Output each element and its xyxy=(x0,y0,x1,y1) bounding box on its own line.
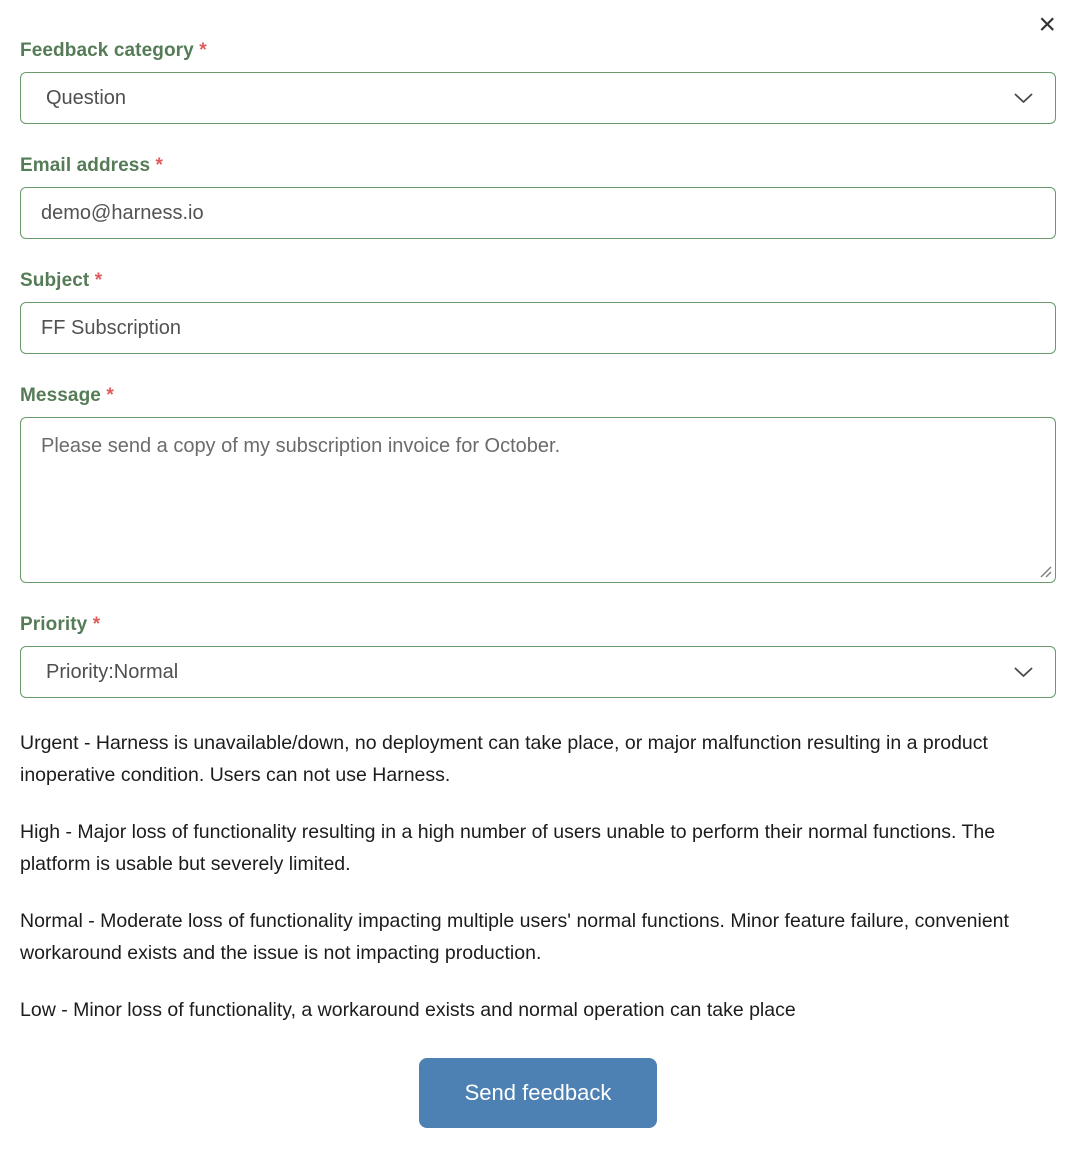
priority-description-normal: Normal - Moderate loss of functionality impacting multiple users' normal functions. Minor feature failure, convenient workaround exists and the issue is not impacting production. xyxy=(20,909,1009,964)
send-feedback-button[interactable]: Send feedback xyxy=(419,1058,658,1128)
email-label-text: Email address xyxy=(20,155,151,176)
field-email xyxy=(20,155,1056,239)
category-selected-value: Question xyxy=(46,86,127,109)
actions-row xyxy=(20,1058,1056,1148)
chevron-down-icon xyxy=(1014,667,1033,678)
message-label xyxy=(20,385,1056,407)
priority-description-low: Low - Minor loss of functionality, a workaround exists and normal operation can take place xyxy=(20,998,796,1021)
required-asterisk: * xyxy=(92,614,101,635)
priority-selected-value: Priority:Normal xyxy=(46,660,179,683)
field-priority xyxy=(20,614,1056,698)
field-message xyxy=(20,385,1056,583)
category-select[interactable] xyxy=(20,72,1056,124)
field-subject xyxy=(20,270,1056,354)
priority-description-urgent: Urgent - Harness is unavailable/down, no deployment can take place, or major malfunction resulting in a product inoperative condition. Users can not use Harness. xyxy=(20,732,988,786)
subject-label xyxy=(20,270,1056,292)
priority-select[interactable] xyxy=(20,646,1056,698)
chevron-down-icon xyxy=(1014,93,1033,104)
resize-handle-icon[interactable] xyxy=(1040,566,1052,578)
priority-descriptions xyxy=(20,728,1056,1027)
field-feedback-category xyxy=(20,40,1056,124)
email-field[interactable] xyxy=(20,187,1056,239)
message-label-text: Message xyxy=(20,385,101,406)
required-asterisk: * xyxy=(106,385,114,406)
category-label xyxy=(20,40,1056,62)
required-asterisk: * xyxy=(94,270,103,291)
message-textarea-wrap xyxy=(20,417,1056,583)
priority-label xyxy=(20,614,1056,636)
required-asterisk: * xyxy=(199,40,207,61)
subject-field[interactable] xyxy=(20,302,1056,354)
required-asterisk: * xyxy=(155,155,164,176)
priority-label-text: Priority xyxy=(20,614,88,635)
subject-label-text: Subject xyxy=(20,270,90,291)
message-textarea[interactable] xyxy=(20,417,1056,583)
priority-description-high: High - Major loss of functionality resulting in a high number of users unable to perform their normal functions. The platform is usable but severely limited. xyxy=(20,820,996,875)
category-label-text: Feedback category xyxy=(20,40,194,61)
close-icon[interactable]: × xyxy=(1030,6,1064,44)
email-label xyxy=(20,155,1056,177)
